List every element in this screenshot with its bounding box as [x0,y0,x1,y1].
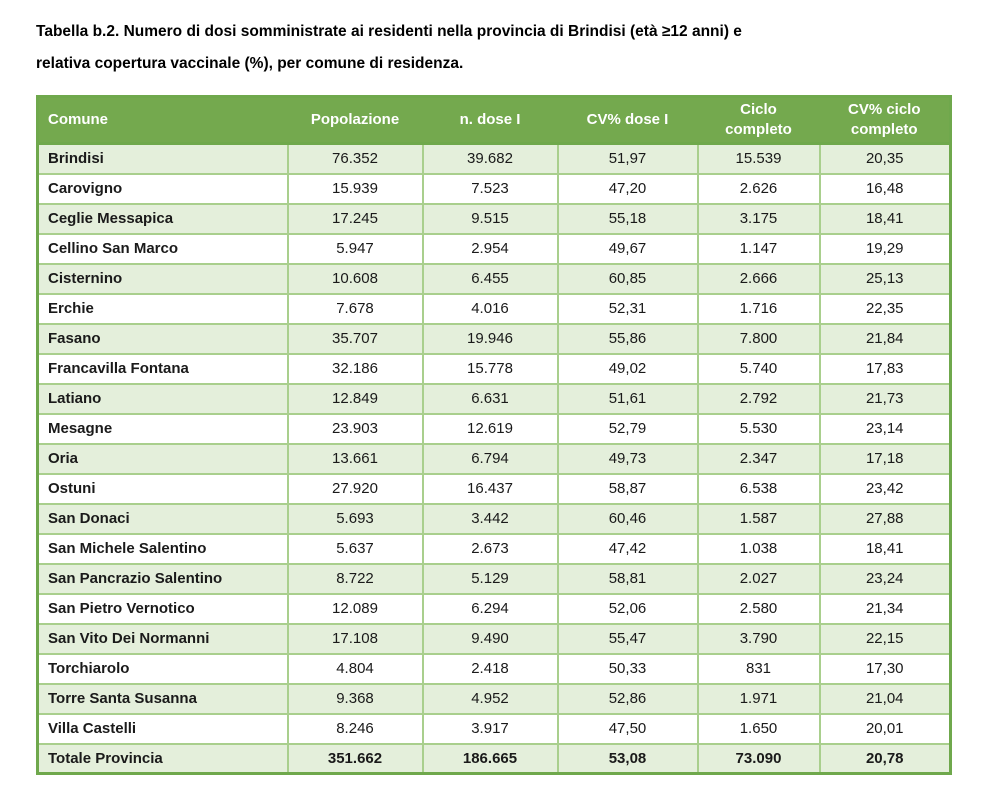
value-cell: 2.418 [423,654,558,684]
column-header-comune: Comune [38,97,288,144]
value-cell: 47,50 [558,714,698,744]
table-row [38,234,951,264]
comune-cell: San Donaci [38,504,288,534]
value-cell: 52,06 [558,594,698,624]
value-cell: 6.794 [423,444,558,474]
value-cell: 5.637 [288,534,423,564]
value-cell: 1.147 [698,234,820,264]
comune-cell: Ostuni [38,474,288,504]
value-cell: 18,41 [820,204,951,234]
value-cell: 49,02 [558,354,698,384]
table-row [38,504,951,534]
value-cell: 16,48 [820,174,951,204]
value-cell: 17.245 [288,204,423,234]
value-cell: 21,73 [820,384,951,414]
value-cell: 2.626 [698,174,820,204]
value-cell: 19,29 [820,234,951,264]
comune-cell: Brindisi [38,144,288,174]
value-cell: 49,73 [558,444,698,474]
comune-cell: Villa Castelli [38,714,288,744]
value-cell: 23.903 [288,414,423,444]
value-cell: 27.920 [288,474,423,504]
value-cell: 47,20 [558,174,698,204]
value-cell: 17,83 [820,354,951,384]
value-cell: 7.800 [698,324,820,354]
table-row [38,414,951,444]
value-cell: 22,15 [820,624,951,654]
column-header-cv-ciclo-completo: CV% ciclo completo [820,97,951,144]
value-cell: 76.352 [288,144,423,174]
value-cell: 2.673 [423,534,558,564]
table-row [38,384,951,414]
value-cell: 1.716 [698,294,820,324]
value-cell: 60,46 [558,504,698,534]
value-cell: 60,85 [558,264,698,294]
column-header-ciclo-completo: Ciclo completo [698,97,820,144]
value-cell: 13.661 [288,444,423,474]
column-header-n-dose-1: n. dose I [423,97,558,144]
value-cell: 27,88 [820,504,951,534]
total-value-cell: 20,78 [820,744,951,774]
value-cell: 23,14 [820,414,951,444]
value-cell: 17,18 [820,444,951,474]
value-cell: 50,33 [558,654,698,684]
total-row [38,744,951,774]
value-cell: 3.790 [698,624,820,654]
value-cell: 1.038 [698,534,820,564]
table-row [38,174,951,204]
value-cell: 32.186 [288,354,423,384]
value-cell: 25,13 [820,264,951,294]
value-cell: 5.740 [698,354,820,384]
total-value-cell: 73.090 [698,744,820,774]
value-cell: 3.917 [423,714,558,744]
value-cell: 1.971 [698,684,820,714]
value-cell: 2.954 [423,234,558,264]
table-row [38,684,951,714]
value-cell: 8.722 [288,564,423,594]
value-cell: 7.678 [288,294,423,324]
value-cell: 2.347 [698,444,820,474]
value-cell: 3.175 [698,204,820,234]
table-row [38,144,951,174]
comune-cell: Fasano [38,324,288,354]
value-cell: 20,35 [820,144,951,174]
comune-cell: Erchie [38,294,288,324]
comune-cell: San Pietro Vernotico [38,594,288,624]
value-cell: 10.608 [288,264,423,294]
value-cell: 7.523 [423,174,558,204]
value-cell: 51,97 [558,144,698,174]
table-row [38,654,951,684]
comune-cell: Latiano [38,384,288,414]
value-cell: 6.294 [423,594,558,624]
value-cell: 39.682 [423,144,558,174]
comune-cell: San Pancrazio Salentino [38,564,288,594]
table-row [38,264,951,294]
table-row [38,594,951,624]
value-cell: 12.619 [423,414,558,444]
value-cell: 831 [698,654,820,684]
value-cell: 6.538 [698,474,820,504]
value-cell: 6.631 [423,384,558,414]
value-cell: 4.952 [423,684,558,714]
table-caption-line1: Tabella b.2. Numero di dosi somministrate ai residenti nella provincia di Brindisi (età ≥12 anni) e [36,23,742,40]
value-cell: 19.946 [423,324,558,354]
value-cell: 55,47 [558,624,698,654]
value-cell: 3.442 [423,504,558,534]
table-row [38,624,951,654]
table-row [38,474,951,504]
table-row [38,324,951,354]
value-cell: 15.778 [423,354,558,384]
table-caption-line2: relativa copertura vaccinale (%), per comune di residenza. [36,55,464,72]
value-cell: 5.693 [288,504,423,534]
value-cell: 18,41 [820,534,951,564]
comune-cell: Oria [38,444,288,474]
value-cell: 12.849 [288,384,423,414]
value-cell: 9.515 [423,204,558,234]
value-cell: 49,67 [558,234,698,264]
header-row [38,97,951,144]
value-cell: 1.650 [698,714,820,744]
value-cell: 4.016 [423,294,558,324]
total-label-cell: Totale Provincia [38,744,288,774]
value-cell: 16.437 [423,474,558,504]
value-cell: 51,61 [558,384,698,414]
value-cell: 22,35 [820,294,951,324]
value-cell: 17.108 [288,624,423,654]
value-cell: 20,01 [820,714,951,744]
comune-cell: San Vito Dei Normanni [38,624,288,654]
value-cell: 2.792 [698,384,820,414]
value-cell: 23,42 [820,474,951,504]
vaccination-table [36,95,952,775]
value-cell: 52,86 [558,684,698,714]
value-cell: 55,18 [558,204,698,234]
value-cell: 12.089 [288,594,423,624]
table-row [38,354,951,384]
value-cell: 15.539 [698,144,820,174]
value-cell: 8.246 [288,714,423,744]
table-row [38,714,951,744]
table-row [38,444,951,474]
value-cell: 55,86 [558,324,698,354]
table-row [38,294,951,324]
value-cell: 5.129 [423,564,558,594]
value-cell: 1.587 [698,504,820,534]
value-cell: 35.707 [288,324,423,354]
table-body [38,144,951,744]
comune-cell: Mesagne [38,414,288,444]
value-cell: 21,34 [820,594,951,624]
value-cell: 5.530 [698,414,820,444]
column-header-cv-dose-1: CV% dose I [558,97,698,144]
value-cell: 2.580 [698,594,820,624]
comune-cell: Carovigno [38,174,288,204]
comune-cell: Francavilla Fontana [38,354,288,384]
value-cell: 4.804 [288,654,423,684]
value-cell: 23,24 [820,564,951,594]
value-cell: 9.368 [288,684,423,714]
total-value-cell: 53,08 [558,744,698,774]
value-cell: 2.666 [698,264,820,294]
value-cell: 21,04 [820,684,951,714]
total-value-cell: 351.662 [288,744,423,774]
comune-cell: Torre Santa Susanna [38,684,288,714]
value-cell: 52,79 [558,414,698,444]
value-cell: 58,87 [558,474,698,504]
table-row [38,534,951,564]
value-cell: 6.455 [423,264,558,294]
comune-cell: Cisternino [38,264,288,294]
comune-cell: Cellino San Marco [38,234,288,264]
comune-cell: San Michele Salentino [38,534,288,564]
table-caption [36,16,992,80]
comune-cell: Ceglie Messapica [38,204,288,234]
value-cell: 15.939 [288,174,423,204]
value-cell: 9.490 [423,624,558,654]
value-cell: 5.947 [288,234,423,264]
table-row [38,204,951,234]
value-cell: 21,84 [820,324,951,354]
value-cell: 17,30 [820,654,951,684]
value-cell: 47,42 [558,534,698,564]
value-cell: 52,31 [558,294,698,324]
value-cell: 2.027 [698,564,820,594]
column-header-popolazione: Popolazione [288,97,423,144]
value-cell: 58,81 [558,564,698,594]
table-row [38,564,951,594]
total-value-cell: 186.665 [423,744,558,774]
comune-cell: Torchiarolo [38,654,288,684]
